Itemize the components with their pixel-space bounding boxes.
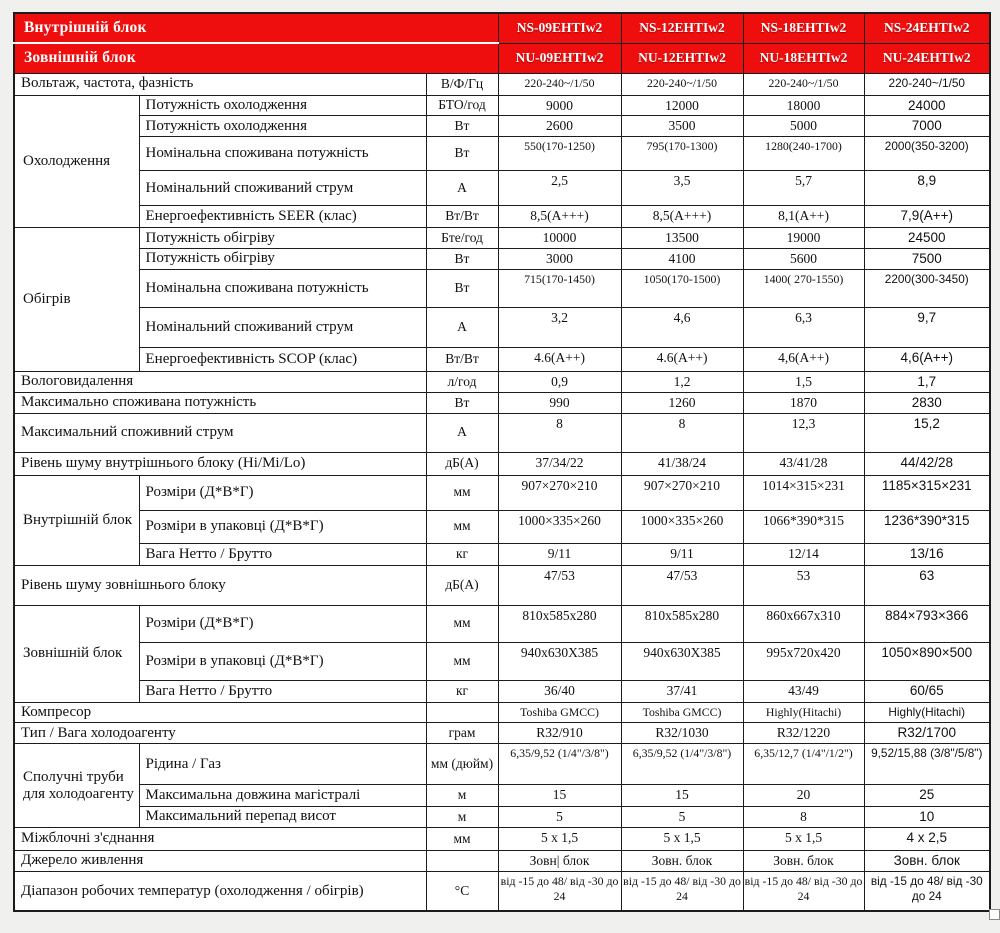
value-cell: 6,35/12,7 (1/4"/1/2"): [743, 744, 864, 785]
unit-cell: Вт/Вт: [426, 206, 498, 228]
unit-cell: мм (дюйм): [426, 744, 498, 785]
value-cell: 2200(300-3450): [864, 270, 990, 308]
spec-table: [13, 12, 991, 912]
value-cell: 810х585х280: [498, 605, 621, 642]
value-cell: 1236*390*315: [864, 510, 990, 543]
value-cell: Highly(Hitachi): [864, 702, 990, 722]
value-cell: 2,5: [498, 171, 621, 206]
value-cell: 1014×315×231: [743, 475, 864, 510]
outdoor-header-label: Зовнішній блок: [14, 43, 498, 73]
unit-cell: Вт: [426, 137, 498, 171]
value-cell: 53: [743, 565, 864, 605]
value-cell: Toshiba GMCC): [621, 702, 743, 722]
section-label: Обігрів: [14, 228, 139, 372]
param-label: Розміри (Д*В*Г): [139, 605, 426, 642]
value-cell: 8: [498, 413, 621, 452]
document-page: [13, 12, 989, 912]
value-cell: 12000: [621, 95, 743, 116]
value-cell: Зовн. блок: [864, 851, 990, 872]
unit-cell: Бте/год: [426, 228, 498, 249]
value-cell: 1,5: [743, 372, 864, 393]
value-cell: R32/1700: [864, 723, 990, 744]
indoor-model-cell: NS-24EHTIw2: [864, 13, 990, 43]
param-label: Максимальна довжина магістралі: [139, 785, 426, 807]
value-cell: 4,6(A++): [743, 348, 864, 372]
unit-cell: Вт: [426, 249, 498, 270]
value-cell: 1,7: [864, 372, 990, 393]
unit-cell: Вт: [426, 393, 498, 414]
value-cell: 884×793×366: [864, 605, 990, 642]
value-cell: 2830: [864, 393, 990, 414]
value-cell: 550(170-1250): [498, 137, 621, 171]
param-label: Номінальна споживана потужність: [139, 137, 426, 171]
value-cell: Зовн. блок: [621, 851, 743, 872]
value-cell: R32/1220: [743, 723, 864, 744]
value-cell: 3500: [621, 116, 743, 137]
param-label: Потужність обігріву: [139, 249, 426, 270]
value-cell: 4.6(A++): [498, 348, 621, 372]
value-cell: 1050×890×500: [864, 642, 990, 680]
value-cell: 12/14: [743, 543, 864, 565]
section-label: Сполучні труби для холодоагенту: [14, 744, 139, 828]
value-cell: 1185×315×231: [864, 475, 990, 510]
value-cell: 12,3: [743, 413, 864, 452]
value-cell: 1280(240-1700): [743, 137, 864, 171]
indoor-model-cell: NS-12EHTIw2: [621, 13, 743, 43]
value-cell: 995х720х420: [743, 642, 864, 680]
unit-cell: дБ(А): [426, 452, 498, 475]
value-cell: 24000: [864, 95, 990, 116]
value-cell: 990: [498, 393, 621, 414]
value-cell: 24500: [864, 228, 990, 249]
section-label: Зовнішній блок: [14, 605, 139, 702]
section-label: Внутрішній блок: [14, 475, 139, 565]
value-cell: 5 х 1,5: [498, 828, 621, 851]
section-label: Охолодження: [14, 95, 139, 228]
value-cell: 860х667х310: [743, 605, 864, 642]
indoor-model-cell: NS-18EHTIw2: [743, 13, 864, 43]
value-cell: 47/53: [498, 565, 621, 605]
value-cell: 43/41/28: [743, 452, 864, 475]
value-cell: 63: [864, 565, 990, 605]
unit-cell: кг: [426, 680, 498, 702]
value-cell: 5: [621, 807, 743, 828]
value-cell: 18000: [743, 95, 864, 116]
value-cell: 2600: [498, 116, 621, 137]
value-cell: 220-240~/1/50: [743, 73, 864, 95]
outdoor-model-cell: NU-18EHTIw2: [743, 43, 864, 73]
param-label: Потужність охолодження: [139, 116, 426, 137]
value-cell: 795(170-1300): [621, 137, 743, 171]
value-cell: 7,9(A++): [864, 206, 990, 228]
param-label: Рівень шуму внутрішнього блоку (Hi/Mi/Lo): [14, 452, 426, 475]
value-cell: 10: [864, 807, 990, 828]
value-cell: 8: [743, 807, 864, 828]
unit-cell: А: [426, 413, 498, 452]
value-cell: 8: [621, 413, 743, 452]
indoor-header-label: Внутрішній блок: [14, 13, 498, 43]
value-cell: 60/65: [864, 680, 990, 702]
param-label: Компресор: [14, 702, 426, 722]
unit-cell: Вт: [426, 116, 498, 137]
value-cell: 44/42/28: [864, 452, 990, 475]
value-cell: 220-240~/1/50: [864, 73, 990, 95]
value-cell: від -15 до 48/ від -30 до 24: [498, 871, 621, 911]
value-cell: 220-240~/1/50: [498, 73, 621, 95]
value-cell: R32/1030: [621, 723, 743, 744]
value-cell: 1050(170-1500): [621, 270, 743, 308]
unit-cell: м: [426, 807, 498, 828]
value-cell: 7000: [864, 116, 990, 137]
param-label: Тип / Вага холодоагенту: [14, 723, 426, 744]
unit-cell: мм: [426, 475, 498, 510]
value-cell: 13/16: [864, 543, 990, 565]
param-label: Максимальний споживний струм: [14, 413, 426, 452]
value-cell: 220-240~/1/50: [621, 73, 743, 95]
unit-cell: м: [426, 785, 498, 807]
unit-cell: А: [426, 171, 498, 206]
value-cell: 19000: [743, 228, 864, 249]
param-label: Потужність обігріву: [139, 228, 426, 249]
value-cell: 8,1(A++): [743, 206, 864, 228]
value-cell: 1066*390*315: [743, 510, 864, 543]
value-cell: 9,52/15,88 (3/8"/5/8"): [864, 744, 990, 785]
value-cell: 4 х 2,5: [864, 828, 990, 851]
value-cell: 940х630Х385: [621, 642, 743, 680]
value-cell: 907×270×210: [498, 475, 621, 510]
value-cell: від -15 до 48/ від -30 до 24: [864, 871, 990, 911]
indoor-model-cell: NS-09EHTIw2: [498, 13, 621, 43]
unit-cell: [426, 702, 498, 722]
unit-cell: мм: [426, 828, 498, 851]
value-cell: Highly(Hitachi): [743, 702, 864, 722]
param-label: Максимально споживана потужність: [14, 393, 426, 414]
value-cell: Зовн| блок: [498, 851, 621, 872]
value-cell: 43/49: [743, 680, 864, 702]
unit-cell: мм: [426, 510, 498, 543]
value-cell: 37/41: [621, 680, 743, 702]
unit-cell: кг: [426, 543, 498, 565]
param-label: Міжблочні з'єднання: [14, 828, 426, 851]
param-label: Вологовидалення: [14, 372, 426, 393]
value-cell: Зовн. блок: [743, 851, 864, 872]
param-label: Максимальний перепад висот: [139, 807, 426, 828]
value-cell: 5 х 1,5: [621, 828, 743, 851]
value-cell: 15: [621, 785, 743, 807]
value-cell: 940х630Х385: [498, 642, 621, 680]
value-cell: 41/38/24: [621, 452, 743, 475]
value-cell: 810х585х280: [621, 605, 743, 642]
param-label: Номінальна споживана потужність: [139, 270, 426, 308]
param-label: Вольтаж, частота, фазність: [14, 73, 426, 95]
value-cell: 907×270×210: [621, 475, 743, 510]
value-cell: Toshiba GMCC): [498, 702, 621, 722]
param-label: Потужність охолодження: [139, 95, 426, 116]
value-cell: 3,5: [621, 171, 743, 206]
value-cell: 8,5(A+++): [621, 206, 743, 228]
param-label: Рівень шуму зовнішнього блоку: [14, 565, 426, 605]
param-label: Вага Нетто / Брутто: [139, 543, 426, 565]
value-cell: 715(170-1450): [498, 270, 621, 308]
value-cell: 47/53: [621, 565, 743, 605]
unit-cell: грам: [426, 723, 498, 744]
value-cell: 15: [498, 785, 621, 807]
value-cell: 1260: [621, 393, 743, 414]
value-cell: 36/40: [498, 680, 621, 702]
unit-cell: В/Ф/Гц: [426, 73, 498, 95]
value-cell: 5: [498, 807, 621, 828]
value-cell: 4.6(A++): [621, 348, 743, 372]
param-label: Номінальний споживаний струм: [139, 308, 426, 348]
value-cell: 7500: [864, 249, 990, 270]
value-cell: 8,9: [864, 171, 990, 206]
param-label: Енергоефективність SCOP (клас): [139, 348, 426, 372]
value-cell: 3,2: [498, 308, 621, 348]
unit-cell: мм: [426, 605, 498, 642]
value-cell: 9/11: [621, 543, 743, 565]
table-resize-handle[interactable]: [989, 909, 1000, 920]
param-label: Номінальний споживаний струм: [139, 171, 426, 206]
param-label: Рідина / Газ: [139, 744, 426, 785]
value-cell: 10000: [498, 228, 621, 249]
param-label: Вага Нетто / Брутто: [139, 680, 426, 702]
value-cell: 5 х 1,5: [743, 828, 864, 851]
unit-cell: А: [426, 308, 498, 348]
value-cell: 6,3: [743, 308, 864, 348]
value-cell: 3000: [498, 249, 621, 270]
value-cell: 1000×335×260: [498, 510, 621, 543]
value-cell: 1,2: [621, 372, 743, 393]
param-label: Розміри в упаковці (Д*В*Г): [139, 510, 426, 543]
unit-cell: [426, 851, 498, 872]
unit-cell: л/год: [426, 372, 498, 393]
value-cell: 9/11: [498, 543, 621, 565]
value-cell: 9,7: [864, 308, 990, 348]
outdoor-model-cell: NU-24EHTIw2: [864, 43, 990, 73]
value-cell: 5000: [743, 116, 864, 137]
value-cell: 0,9: [498, 372, 621, 393]
value-cell: 4,6: [621, 308, 743, 348]
param-label: Діапазон робочих температур (охолодження / обігрів): [14, 871, 426, 911]
unit-cell: Вт: [426, 270, 498, 308]
value-cell: 1870: [743, 393, 864, 414]
value-cell: 9000: [498, 95, 621, 116]
value-cell: 15,2: [864, 413, 990, 452]
outdoor-model-cell: NU-09EHTIw2: [498, 43, 621, 73]
param-label: Енергоефективність SEER (клас): [139, 206, 426, 228]
value-cell: 6,35/9,52 (1/4"/3/8"): [621, 744, 743, 785]
unit-cell: БТО/год: [426, 95, 498, 116]
value-cell: 6,35/9,52 (1/4"/3/8"): [498, 744, 621, 785]
param-label: Розміри в упаковці (Д*В*Г): [139, 642, 426, 680]
param-label: Розміри (Д*В*Г): [139, 475, 426, 510]
unit-cell: дБ(А): [426, 565, 498, 605]
value-cell: 5600: [743, 249, 864, 270]
unit-cell: мм: [426, 642, 498, 680]
value-cell: 13500: [621, 228, 743, 249]
outdoor-model-cell: NU-12EHTIw2: [621, 43, 743, 73]
value-cell: від -15 до 48/ від -30 до 24: [621, 871, 743, 911]
value-cell: 8,5(A+++): [498, 206, 621, 228]
value-cell: 1400( 270-1550): [743, 270, 864, 308]
value-cell: R32/910: [498, 723, 621, 744]
value-cell: 20: [743, 785, 864, 807]
value-cell: 4,6(A++): [864, 348, 990, 372]
unit-cell: Вт/Вт: [426, 348, 498, 372]
param-label: Джерело живлення: [14, 851, 426, 872]
value-cell: 25: [864, 785, 990, 807]
value-cell: 4100: [621, 249, 743, 270]
value-cell: 5,7: [743, 171, 864, 206]
value-cell: від -15 до 48/ від -30 до 24: [743, 871, 864, 911]
value-cell: 37/34/22: [498, 452, 621, 475]
value-cell: 2000(350-3200): [864, 137, 990, 171]
value-cell: 1000×335×260: [621, 510, 743, 543]
unit-cell: °С: [426, 871, 498, 911]
